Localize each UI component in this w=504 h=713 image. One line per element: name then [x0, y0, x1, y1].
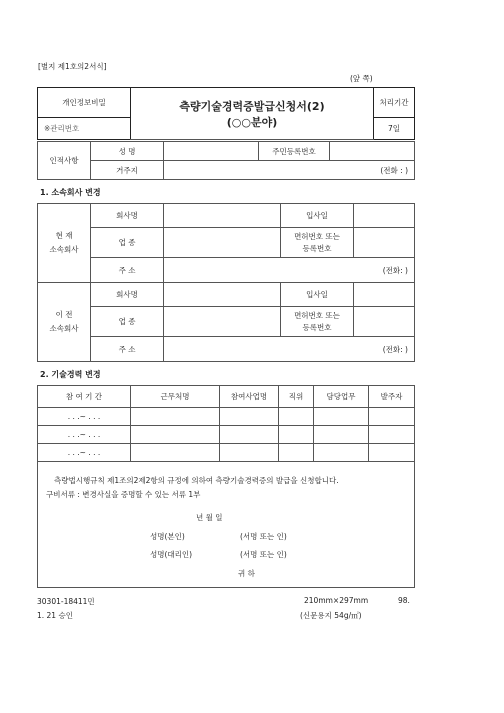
current-company-label: 현 재 소속회사 [38, 204, 91, 283]
rrn-field[interactable] [330, 142, 415, 161]
paper-type: (신문용지 54g/㎡) [300, 611, 362, 620]
project-field[interactable] [220, 426, 279, 444]
col-client: 발주자 [369, 386, 415, 408]
applicant-section-label: 인적사항 [38, 142, 91, 180]
position-field[interactable] [279, 408, 314, 426]
period-field[interactable]: . . .~ . . . [38, 426, 131, 444]
position-field[interactable] [279, 426, 314, 444]
col-duty: 담당업무 [314, 386, 369, 408]
duty-field[interactable] [314, 426, 369, 444]
previous-license-label: 면허번호 또는 등록번호 [281, 307, 354, 337]
previous-license-field[interactable] [354, 307, 415, 337]
section1-title: 1. 소속회사 변경 [40, 188, 101, 197]
paper-size: 210mm×297mm [304, 596, 369, 605]
approval-year: 98. [398, 596, 410, 605]
previous-join-date-field[interactable] [354, 283, 415, 307]
form-code: 30301-18411민 [37, 597, 95, 606]
previous-address-field[interactable]: (전화: ) [164, 337, 415, 362]
client-field[interactable] [369, 408, 415, 426]
previous-business-label: 업 종 [91, 307, 164, 337]
previous-business-field[interactable] [164, 307, 281, 337]
col-workplace: 근무처명 [131, 386, 220, 408]
duty-field[interactable] [314, 444, 369, 462]
previous-company-name-label: 회사명 [91, 283, 164, 307]
client-field[interactable] [369, 444, 415, 462]
form-title [131, 88, 374, 140]
form-reference: [별지 제1호의2서식] [38, 62, 107, 71]
title-line1: 측량기술경력증발급신청서(2) [179, 99, 325, 113]
address-label: 거주지 [91, 161, 164, 180]
current-business-field[interactable] [164, 228, 281, 258]
header-table [37, 87, 415, 140]
col-period: 참 여 기 간 [38, 386, 131, 408]
previous-address-label: 주 소 [91, 337, 164, 362]
period-field[interactable]: . . .~ . . . [38, 444, 131, 462]
processing-period-label: 처리기간 [374, 88, 415, 118]
career-table [37, 385, 415, 588]
current-license-field[interactable] [354, 228, 415, 258]
workplace-field[interactable] [131, 426, 220, 444]
page-side-label: (앞 쪽) [350, 74, 373, 83]
processing-period-value: 7일 [374, 118, 415, 140]
position-field[interactable] [279, 444, 314, 462]
current-address-field[interactable]: (전화: ) [164, 258, 415, 283]
signature2-label: 성명(대리인) [150, 550, 193, 559]
name-field[interactable] [164, 142, 259, 161]
previous-company-label: 이 전 소속회사 [38, 283, 91, 362]
col-project: 참여사업명 [220, 386, 279, 408]
signature2-field[interactable]: (서명 또는 인) [240, 550, 287, 559]
current-company-name-field[interactable] [164, 204, 281, 228]
current-address-label: 주 소 [91, 258, 164, 283]
period-field[interactable]: . . .~ . . . [38, 408, 131, 426]
duty-field[interactable] [314, 408, 369, 426]
signature1-label: 성명(본인) [150, 532, 185, 541]
col-position: 직위 [279, 386, 314, 408]
address-field[interactable]: (전화 : ) [164, 161, 415, 180]
approval-date: 1. 21 승인 [37, 611, 73, 620]
workplace-field[interactable] [131, 408, 220, 426]
privacy-label: 개인정보비밀 [38, 88, 131, 118]
section2-title: 2. 기술경력 변경 [40, 370, 101, 379]
management-number-label: ※관리번호 [38, 118, 131, 140]
recipient-label: 귀 하 [238, 569, 255, 578]
client-field[interactable] [369, 426, 415, 444]
current-license-label: 면허번호 또는 등록번호 [281, 228, 354, 258]
applicant-table [37, 141, 415, 180]
previous-company-name-field[interactable] [164, 283, 281, 307]
current-business-label: 업 종 [91, 228, 164, 258]
table-row [38, 408, 415, 426]
statement-box [38, 462, 415, 588]
company-table [37, 203, 415, 362]
workplace-field[interactable] [131, 444, 220, 462]
statement-line1: 측량법시행규칙 제1조의2제2항의 규정에 의하여 측량기술경력증의 발급을 신청합니다. [54, 476, 339, 485]
date-line[interactable]: 년 월 일 [196, 513, 223, 522]
statement-line2: 구비서류 : 변경사실을 증명할 수 있는 서류 1부 [46, 490, 201, 499]
rrn-label: 주민등록번호 [259, 142, 330, 161]
title-line2: (○○분야) [226, 115, 278, 129]
name-label: 성 명 [91, 142, 164, 161]
project-field[interactable] [220, 408, 279, 426]
signature1-field[interactable]: (서명 또는 인) [240, 532, 287, 541]
current-company-name-label: 회사명 [91, 204, 164, 228]
table-row [38, 426, 415, 444]
previous-join-date-label: 입사일 [281, 283, 354, 307]
table-row [38, 444, 415, 462]
current-join-date-field[interactable] [354, 204, 415, 228]
current-join-date-label: 입사일 [281, 204, 354, 228]
project-field[interactable] [220, 444, 279, 462]
